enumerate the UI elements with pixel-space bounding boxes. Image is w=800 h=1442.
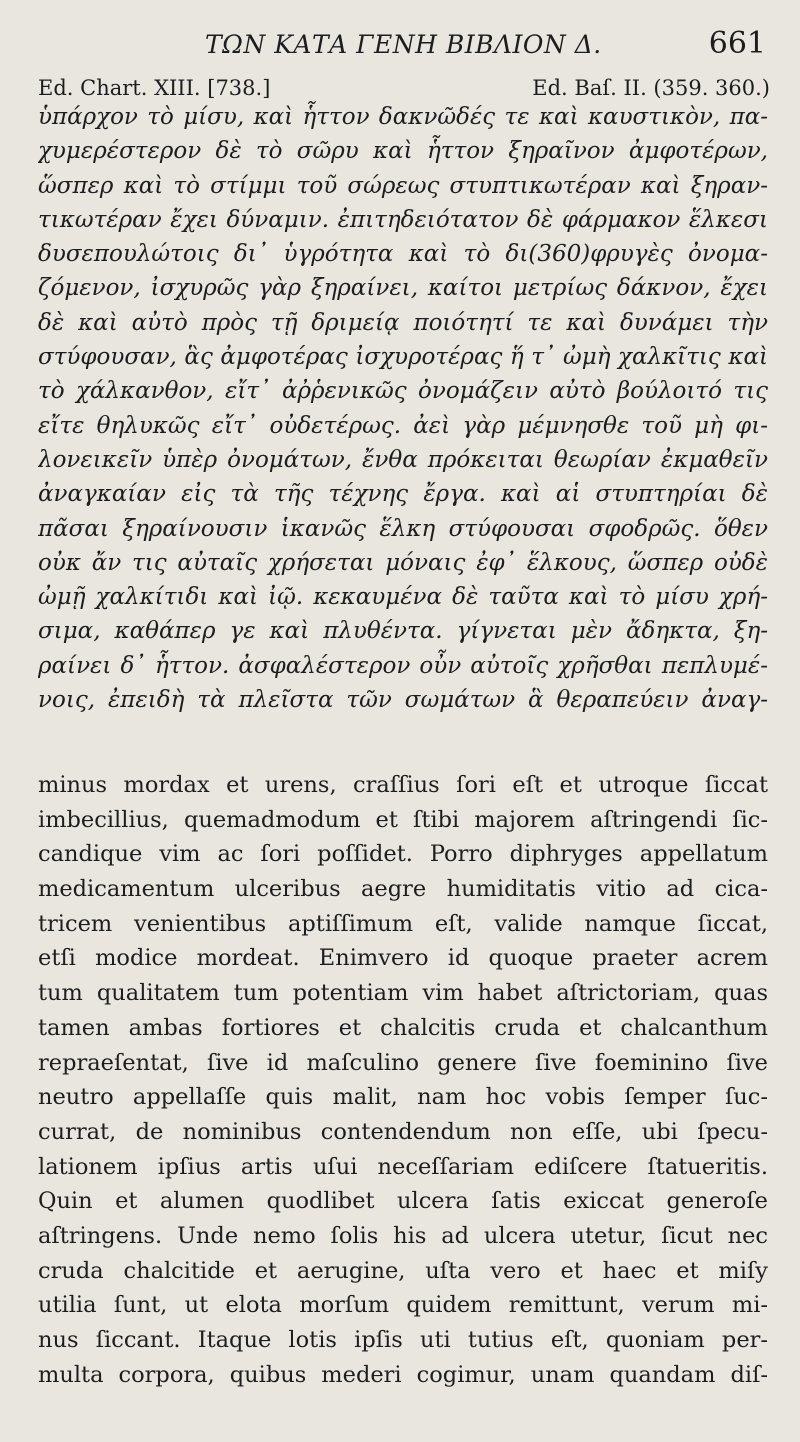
greek-line: δυσεπουλώτοις δι᾽ ὑγρότητα καὶ τὸ δι(360)φρυγὲς ὀνομα- — [38, 241, 768, 268]
greek-line: δὲ καὶ αὐτὸ πρὸς τῇ δριμείᾳ ποιότητί τε καὶ δυνάμει τὴν — [38, 309, 768, 336]
greek-line: ζόμενον, ἰσχυρῶς γὰρ ξηραίνει, καίτοι μετρίως δάκνον, ἔχει — [38, 275, 768, 302]
greek-line: εἴτε θηλυκῶς εἴτ᾽ οὐδετέρως. ἀεὶ γὰρ μέμνησθε τοῦ μὴ φι- — [38, 412, 768, 439]
greek-line: πᾶσαι ξηραίνουσιν ἱκανῶς ἕλκη στύφουσαι σφοδρῶς. ὅθεν — [38, 515, 768, 542]
greek-line: ὑπάρχον τὸ μίσυ, καὶ ἧττον δακνῶδές τε καὶ καυστικὸν, πα- — [38, 104, 768, 130]
latin-text-block — [38, 768, 768, 1392]
latin-line: currat, de nominibus contendendum non eſſe, ubi ſpecu- — [38, 1118, 768, 1145]
latin-line: utilia ſunt, ut elota morſum quidem remittunt, verum mi- — [38, 1292, 768, 1319]
latin-line: medicamentum ulceribus aegre humiditatis vitio ad cica- — [38, 876, 768, 903]
latin-line: cruda chalcitide et aerugine, uſta vero et haec et miſy — [38, 1257, 768, 1284]
edition-basel-ref: Ed. Baſ. II. (359. 360.) — [532, 76, 770, 100]
greek-line: ραίνει δ᾽ ἧττον. ἀσφαλέστερον οὖν αὐτοῖς χρῆσθαι πεπλυμέ- — [38, 652, 768, 679]
latin-line: tum qualitatem tum potentiam vim habet aſtrictoriam, quas — [38, 980, 768, 1007]
latin-line: repraeſentat, ſive id maſculino genere ſive foeminino ſive — [38, 1049, 768, 1076]
latin-line: tamen ambas fortiores et chalcitis cruda et chalcanthum — [38, 1014, 768, 1041]
latin-line: nus ſiccant. Itaque lotis ipſis uti tutius eſt, quoniam per- — [38, 1327, 768, 1353]
latin-line: neutro appellaſſe quis malit, nam hoc vobis ſemper ſuc- — [38, 1084, 768, 1111]
running-title: ΤΩΝ ΚΑΤΑ ΓΕΝΗ ΒΙΒΛΙΟΝ Δ. — [205, 30, 602, 59]
latin-line: multa corpora, quibus mederi cogimur, unam quandam diſ- — [38, 1361, 768, 1388]
greek-line: ἀναγκαίαν εἰς τὰ τῆς τέχνης ἔργα. καὶ αἱ στυπτηρίαι δὲ — [38, 481, 768, 508]
greek-line: στύφουσαν, ἃς ἀμφοτέρας ἰσχυροτέρας ἥ τ᾽ ὠμὴ χαλκῖτις καὶ — [38, 344, 768, 371]
greek-text-block — [38, 100, 768, 717]
latin-line: tricem venientibus aptiſſimum eſt, valide namque ſiccat, — [38, 910, 768, 937]
greek-line: ὥσπερ καὶ τὸ στίμμι τοῦ σώρεως στυπτικωτέραν καὶ ξηραν- — [38, 172, 768, 199]
latin-line: Quin et alumen quodlibet ulcera ſatis exiccat generoſe — [38, 1188, 768, 1215]
edition-chartier-ref: Ed. Chart. XIII. [738.] — [38, 76, 271, 100]
latin-line: aſtringens. Unde nemo ſolis his ad ulcera utetur, ſicut nec — [38, 1222, 768, 1249]
greek-line: ὠμῇ χαλκίτιδι καὶ ἰῷ. κεκαυμένα δὲ ταῦτα καὶ τὸ μίσυ χρή- — [38, 584, 768, 611]
greek-line: λονεικεῖν ὑπὲρ ὀνομάτων, ἔνθα πρόκειται θεωρίαν ἐκμαθεῖν — [38, 446, 768, 473]
latin-line: lationem ipſius artis uſui neceſſariam ediſcere ſtatueritis. — [38, 1153, 768, 1180]
greek-line: χυμερέστερον δὲ τὸ σῶρυ καὶ ἧττον ξηραῖνον ἀμφοτέρων, — [38, 138, 768, 165]
latin-line: minus mordax et urens, craſſius ſori eſt et utroque ſiccat — [38, 772, 768, 798]
latin-line: etſi modice mordeat. Enimvero id quoque praeter acrem — [38, 945, 768, 972]
greek-line: οὐκ ἄν τις αὐταῖς χρήσεται μόναις ἐφ᾽ ἕλκους, ὥσπερ οὐδὲ — [38, 549, 768, 576]
greek-line: τὸ χάλκανθον, εἴτ᾽ ἀῤῥενικῶς ὀνομάζειν αὐτὸ βούλοιτό τις — [38, 378, 768, 405]
page-number: 661 — [708, 26, 766, 61]
greek-line: σιμα, καθάπερ γε καὶ πλυθέντα. γίγνεται μὲν ἄδηκτα, ξη- — [38, 618, 768, 645]
latin-line: imbecillius, quemadmodum et ſtibi majorem aſtringendi ſic- — [38, 806, 768, 833]
latin-line: candique vim ac ſori poſſidet. Porro diphryges appellatum — [38, 841, 768, 868]
running-head — [0, 26, 800, 66]
greek-line: νοις, ἐπειδὴ τὰ πλεῖστα τῶν σωμάτων ἃ θεραπεύειν ἀναγ- — [38, 687, 768, 714]
greek-line: τικωτέραν ἔχει δύναμιν. ἐπιτηδειότατον δὲ φάρμακον ἕλκεσι — [38, 206, 768, 233]
